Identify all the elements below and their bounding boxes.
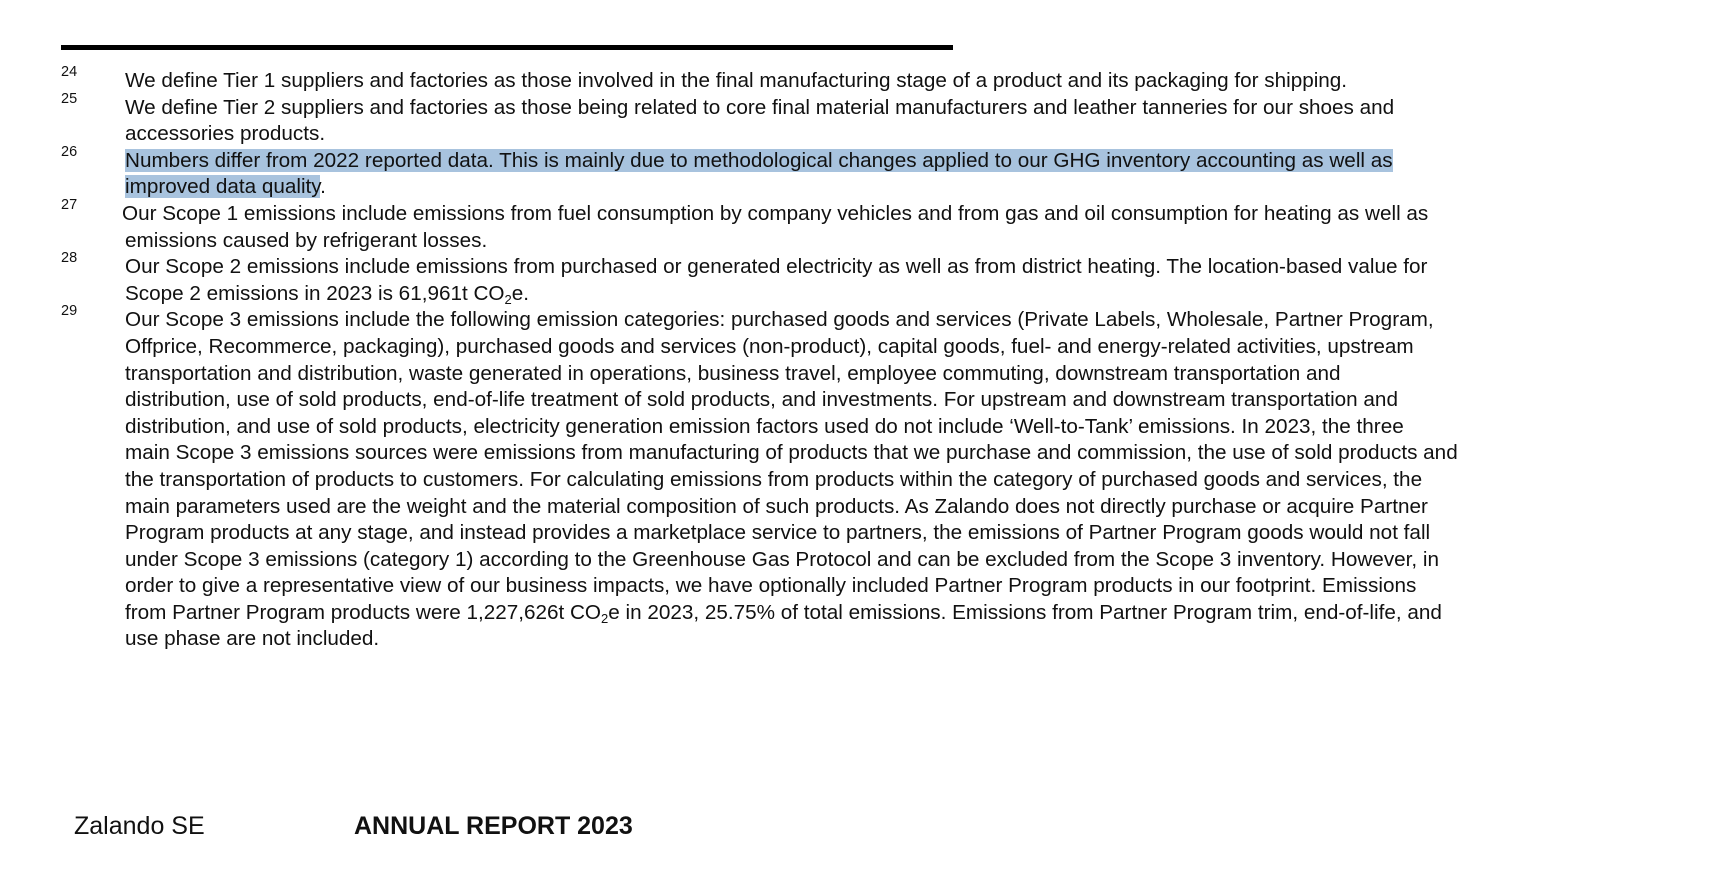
text-segment[interactable]: from Partner Program products were 1,227,626t CO (125, 600, 602, 624)
footnote-27[interactable] (0, 196, 1716, 254)
text-segment[interactable]: e. (511, 281, 529, 305)
footnote-25[interactable] (0, 90, 1716, 148)
unselected-text[interactable]: . (320, 175, 326, 199)
footnote-line[interactable]: We define Tier 1 suppliers and factories as those involved in the final manufacturing stage of a product and its packaging for shipping. (125, 69, 1348, 92)
footnote-line-selected[interactable] (125, 148, 1676, 175)
footnote-number: 27 (61, 196, 78, 213)
footnote-line[interactable]: order to give a representative view of our business impacts, we have optionally included Partner Program products in our footprint. Emissions (125, 574, 1417, 598)
footnote-number: 25 (61, 90, 78, 107)
footnote-29[interactable] (0, 303, 1716, 653)
footer-company-name: Zalando SE (74, 812, 205, 840)
footnote-line[interactable]: under Scope 3 emissions (category 1) according to the Greenhouse Gas Protocol and can be excluded from the Scope 3 inventory. However, in (125, 547, 1440, 571)
footnote-separator-rule (61, 45, 953, 50)
text-segment[interactable]: Scope 2 emissions in 2023 is 61,961t CO (125, 281, 505, 305)
footnote-line[interactable]: Our Scope 3 emissions include the following emission categories: purchased goods and services (Private Labels, Wholesale, Partner Program, (125, 308, 1434, 332)
footnotes-section (0, 64, 1716, 653)
footnote-line[interactable]: Program products at any stage, and instead provides a marketplace service to partners, the emissions of Partner Program goods would not fall (125, 521, 1431, 545)
footnote-line[interactable]: main Scope 3 emissions sources were emissions from manufacturing of products that we purchase and commission, the use of sold products and (125, 441, 1458, 465)
footnote-line[interactable] (125, 174, 1676, 201)
footnote-line[interactable] (125, 600, 1676, 627)
footnote-line[interactable]: main parameters used are the weight and the material composition of such products. As Zalando does not directly purchase or acquire Partner (125, 494, 1428, 518)
subscript-2: 2 (601, 610, 609, 626)
footnote-line[interactable]: distribution, use of sold products, end-of-life treatment of sold products, and investments. For upstream and downstream transportation and (125, 388, 1398, 412)
footer-report-title: ANNUAL REPORT 2023 (354, 812, 633, 840)
footnote-line[interactable]: Our Scope 2 emissions include emissions from purchased or generated electricity as well as from district heating. The location-based value for (125, 255, 1428, 279)
footnote-line[interactable]: transportation and distribution, waste generated in operations, business travel, employee commuting, downstream transportation and (125, 361, 1341, 385)
footnote-number: 28 (61, 250, 78, 267)
footnote-line[interactable]: accessories products. (125, 122, 326, 146)
footnote-number: 29 (61, 303, 78, 320)
subscript-2: 2 (504, 291, 512, 307)
footnote-line[interactable] (125, 281, 1676, 308)
footnote-line[interactable]: Our Scope 1 emissions include emissions from fuel consumption by company vehicles and from gas and oil consumption for heating as well as (122, 201, 1429, 225)
footnote-line[interactable]: distribution, and use of sold products, electricity generation emission factors used do not include ‘Well-to-Tank’ emissions. In 2023, the three (125, 414, 1404, 438)
footnote-28[interactable] (0, 250, 1716, 307)
text-segment[interactable]: e in 2023, 25.75% of total emissions. Emissions from Partner Program trim, end-of-life, and (608, 600, 1442, 624)
footnote-line[interactable]: use phase are not included. (125, 627, 380, 651)
footnote-26[interactable] (0, 143, 1716, 201)
text-selection-highlight[interactable]: improved data quality (125, 175, 321, 199)
text-selection-highlight[interactable]: Numbers differ from 2022 reported data. This is mainly due to methodological changes applied to our GHG inventory accounting as well as (125, 148, 1393, 172)
footnote-24[interactable] (0, 64, 1716, 95)
footnote-line[interactable]: emissions caused by refrigerant losses. (125, 228, 488, 252)
footnote-number: 26 (61, 143, 78, 160)
footnote-line[interactable]: the transportation of products to customers. For calculating emissions from products within the category of purchased goods and services, the (125, 467, 1423, 491)
footnote-number: 24 (61, 64, 78, 80)
footnote-line[interactable]: Offprice, Recommerce, packaging), purchased goods and services (non-product), capital goods, fuel- and energy-related activities, upstream (125, 334, 1414, 358)
footnote-line[interactable]: We define Tier 2 suppliers and factories as those being related to core final material manufacturers and leather tanneries for our shoes and (125, 95, 1395, 119)
